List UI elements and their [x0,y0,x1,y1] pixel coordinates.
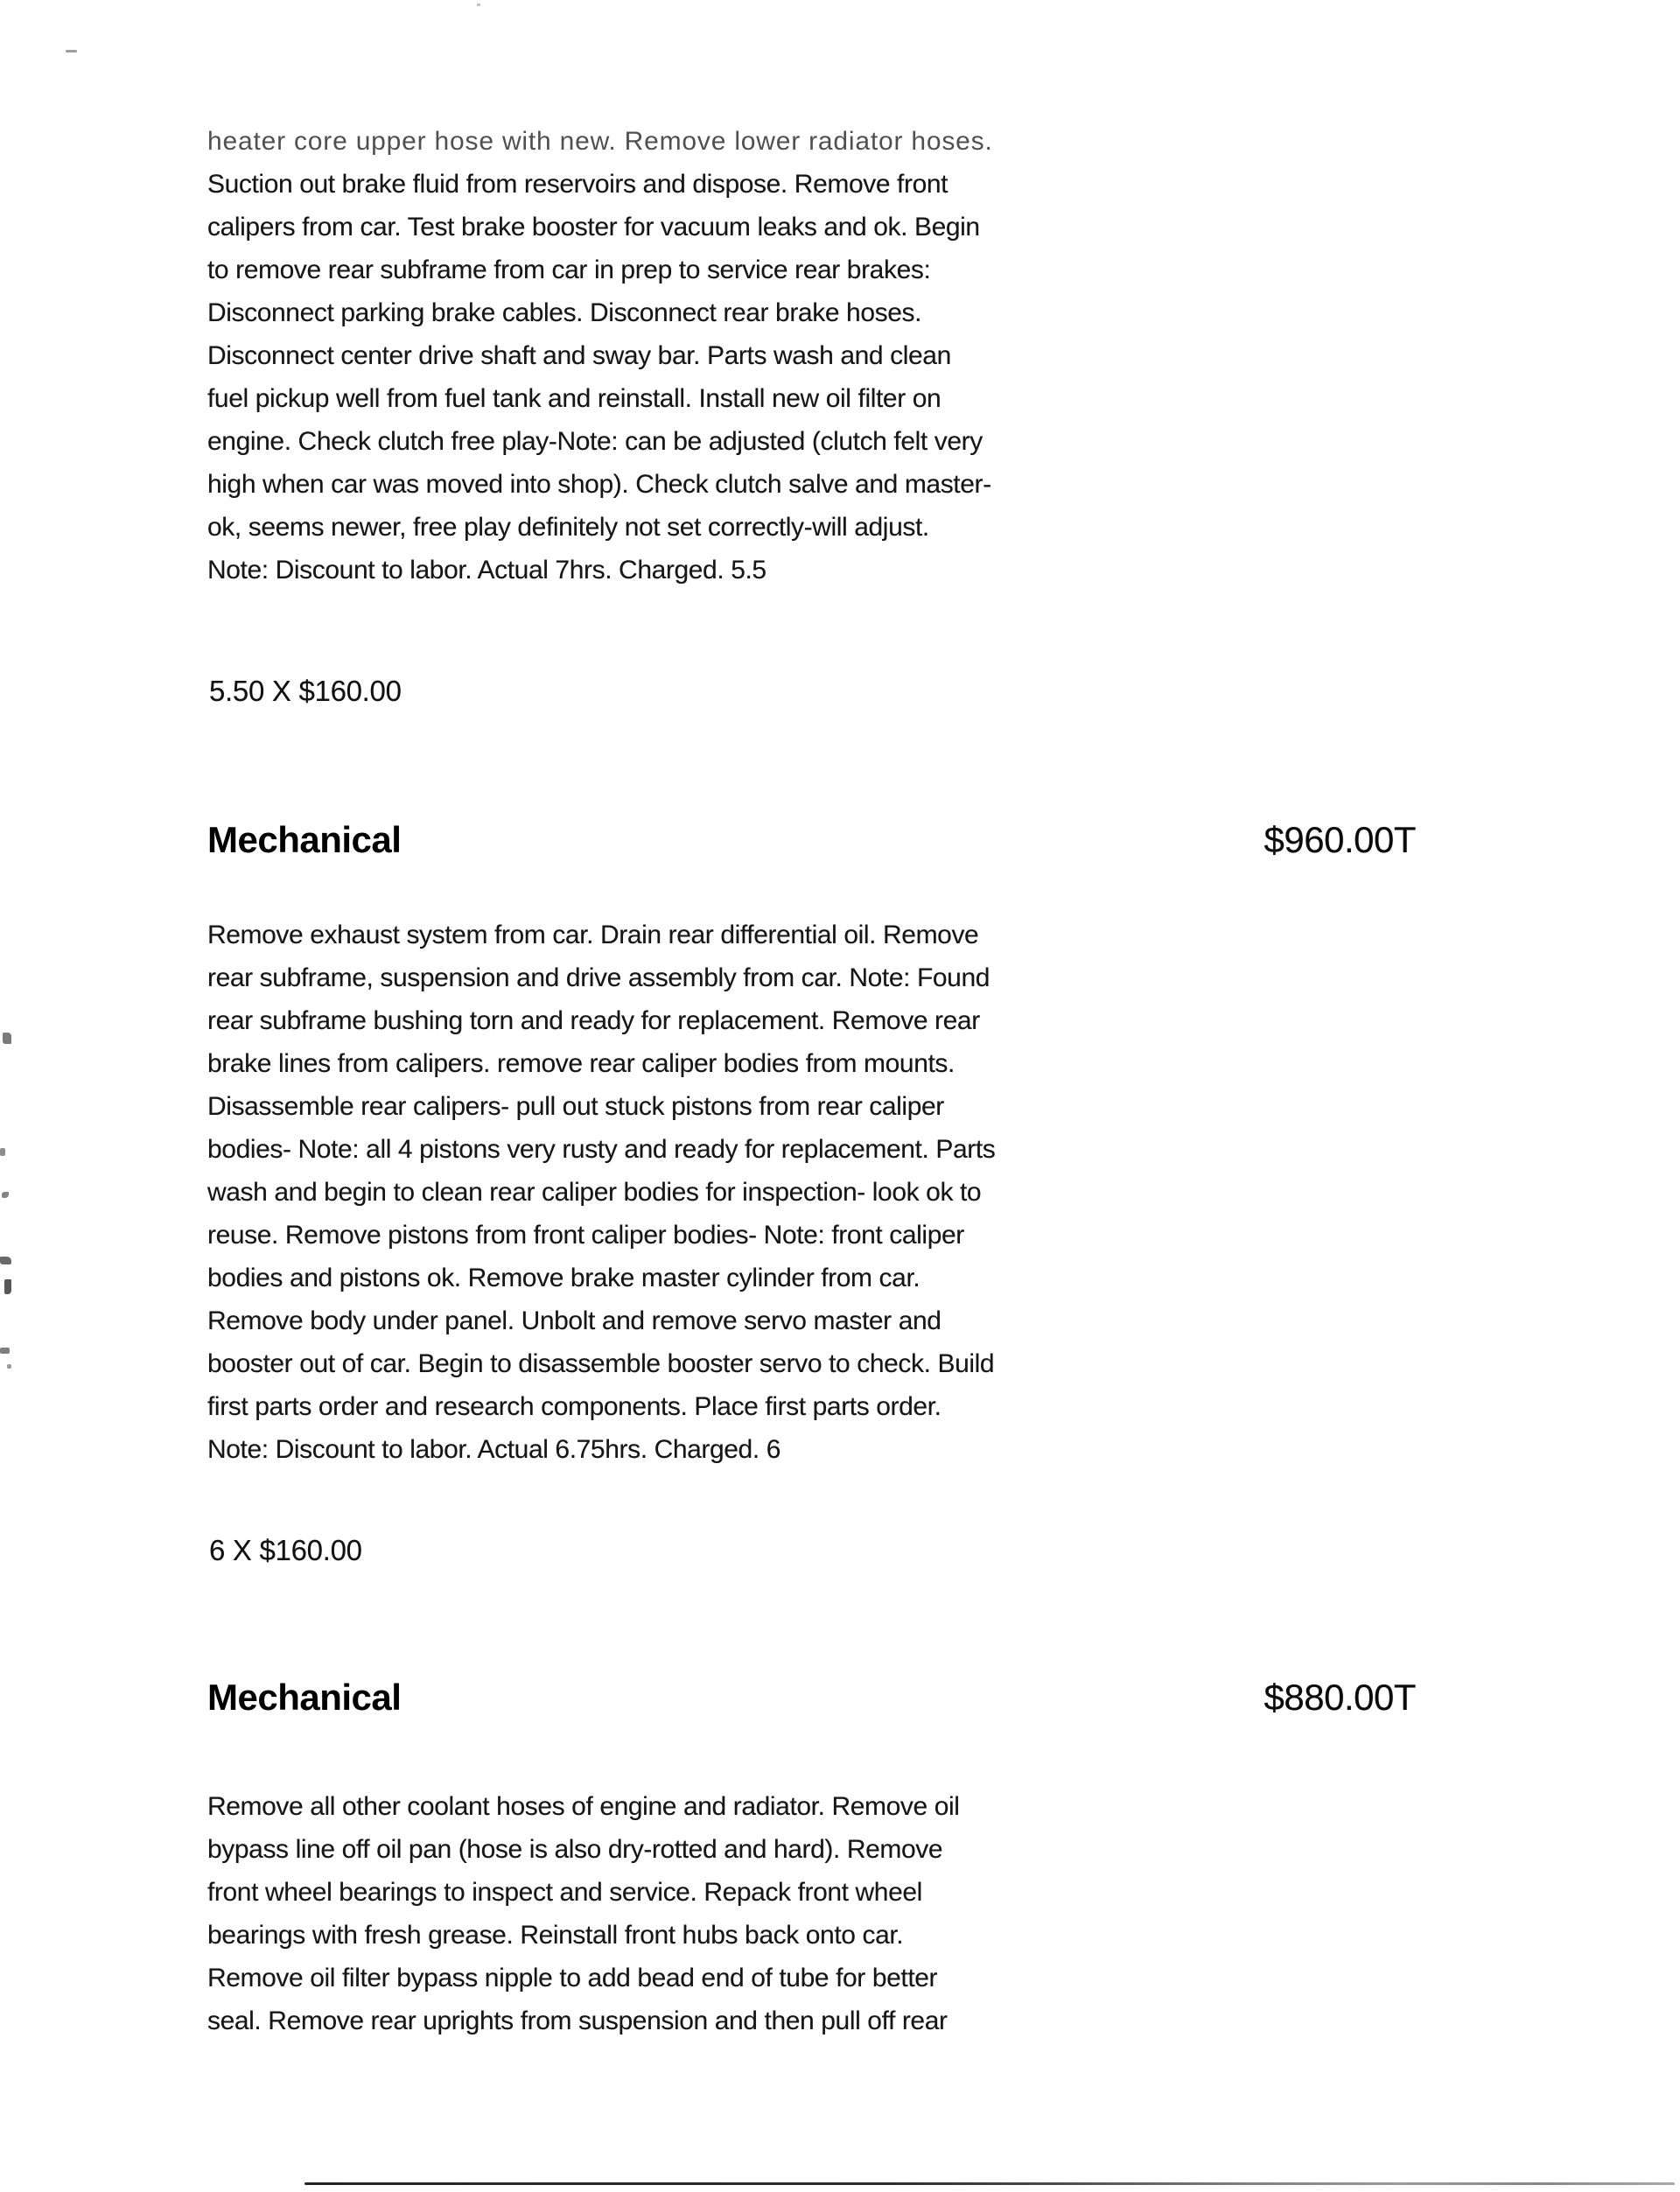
text-line: Note: Discount to labor. Actual 7hrs. Charged. 5.5 [207,556,766,585]
text-line: bearings with fresh grease. Reinstall front hubs back onto car. [207,1921,904,1950]
section-header [207,1677,1416,1719]
text-line: bypass line off oil pan (hose is also dry-rotted and hard). Remove [207,1835,943,1864]
text-line: to remove rear subframe from car in prep to service rear brakes: [207,256,931,284]
labor-description-paragraph [207,1785,960,2042]
text-line: fuel pickup well from fuel tank and reinstall. Install new oil filter on [207,384,942,413]
section-header [207,819,1416,861]
labor-description-paragraph [207,163,991,592]
section-amount: $960.00T [1264,819,1416,860]
scan-artifact [4,1279,11,1294]
scan-artifact [7,1364,11,1369]
text-line: bodies and pistons ok. Remove brake master cylinder from car. [207,1264,920,1292]
text-line: Remove body under panel. Unbolt and remove servo master and [207,1306,942,1335]
text-line: Remove all other coolant hoses of engine and radiator. Remove oil [207,1792,960,1821]
scan-artifact [3,1033,11,1044]
text-line: Disassemble rear calipers- pull out stuck pistons from rear caliper [207,1092,944,1121]
text-line: brake lines from calipers. remove rear caliper bodies from mounts. [207,1049,955,1078]
scan-artifact [2,1192,9,1198]
labor-description-paragraph [207,914,996,1471]
clipped-text-fragment: heater core upper hose with new. Remove lower radiator hoses. [207,127,993,156]
section-title: Mechanical [207,819,402,860]
page-bottom-rule [304,2182,1675,2185]
labor-rate-line: 5.50 X $160.00 [209,675,402,707]
section-title: Mechanical [207,1677,402,1718]
scan-artifact [0,1348,10,1354]
text-line: rear subframe bushing torn and ready for replacement. Remove rear [207,1006,980,1035]
text-line: Disconnect parking brake cables. Disconnect rear brake hoses. [207,298,922,327]
text-line: Disconnect center drive shaft and sway bar. Parts wash and clean [207,341,951,370]
text-line: booster out of car. Begin to disassemble booster servo to check. Build [207,1349,995,1378]
clipped-text-line [207,127,993,158]
scan-artifact [0,1148,5,1156]
text-line: bodies- Note: all 4 pistons very rusty and ready for replacement. Parts [207,1135,996,1164]
text-line: Remove oil filter bypass nipple to add bead end of tube for better [207,1964,938,1992]
text-line: ok, seems newer, free play definitely not set correctly-will adjust. [207,513,929,542]
text-line: reuse. Remove pistons from front caliper bodies- Note: front caliper [207,1221,964,1250]
text-line: Note: Discount to labor. Actual 6.75hrs. Charged. 6 [207,1435,780,1464]
text-line: first parts order and research components. Place first parts order. [207,1392,942,1421]
text-line: engine. Check clutch free play-Note: can be adjusted (clutch felt very [207,427,983,456]
section-amount: $880.00T [1264,1677,1416,1718]
text-line: wash and begin to clean rear caliper bodies for inspection- look ok to [207,1178,982,1207]
text-line: seal. Remove rear uprights from suspension and then pull off rear [207,2006,948,2035]
text-line: rear subframe, suspension and drive assembly from car. Note: Found [207,963,990,992]
labor-rate-line: 6 X $160.00 [209,1534,362,1566]
text-line: calipers from car. Test brake booster for vacuum leaks and ok. Begin [207,213,980,242]
text-line: Suction out brake fluid from reservoirs and dispose. Remove front [207,170,948,199]
text-line: Remove exhaust system from car. Drain rear differential oil. Remove [207,921,979,949]
scan-artifact [0,1257,11,1264]
text-line: high when car was moved into shop). Check clutch salve and master- [207,470,991,499]
scan-artifact [66,50,77,53]
scan-artifact [477,4,480,6]
text-line: front wheel bearings to inspect and service. Repack front wheel [207,1878,922,1907]
